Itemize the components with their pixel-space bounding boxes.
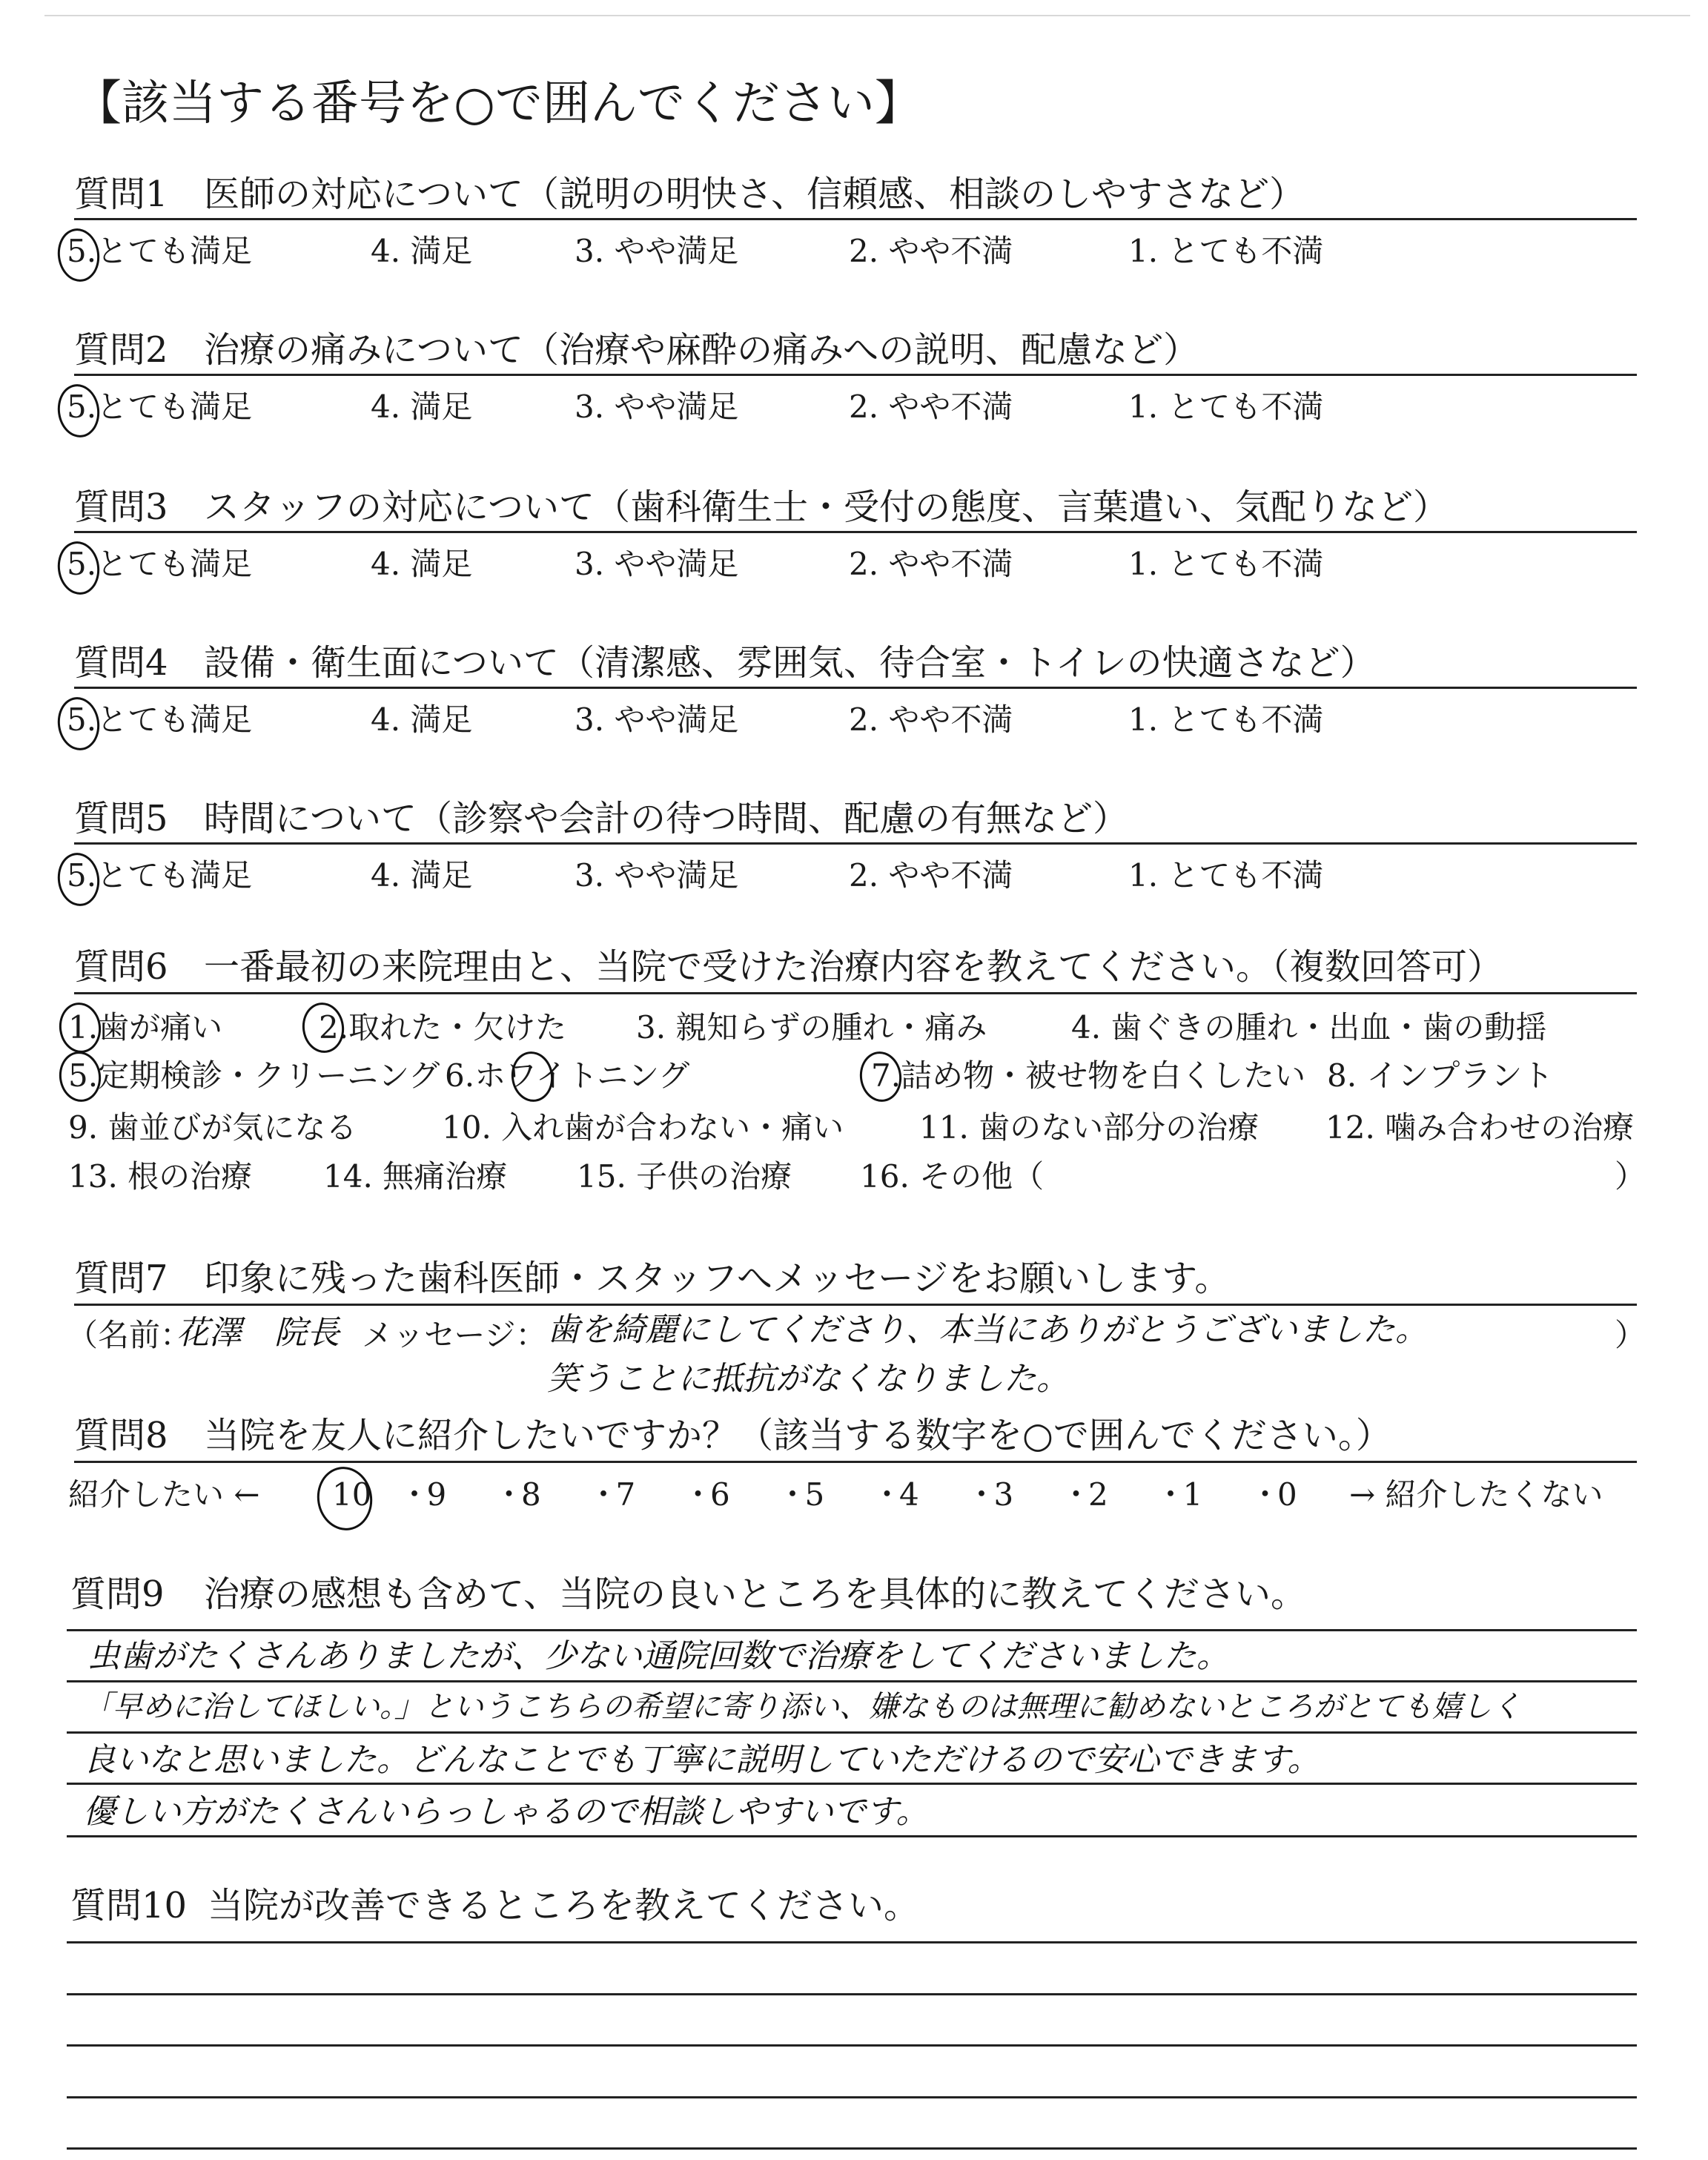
q4-option-5: 5.とても満足	[67, 701, 253, 738]
q8-scale-8: 8	[521, 1476, 541, 1513]
q6-option-9: 9. 歯並びが気になる	[68, 1109, 357, 1146]
q3-rule	[74, 531, 1637, 533]
q5-text: 時間について（診察や会計の待つ時間、配慮の有無など）	[204, 798, 1129, 839]
q9-answer-line-1: 虫歯がたくさんありましたが、少ない通院回数で治療をしてくださいました。	[87, 1637, 1229, 1675]
q8-scale-5: 5	[804, 1476, 825, 1513]
q8-scale-separator: ・	[777, 1476, 809, 1513]
q10-label: 質問10	[70, 1885, 188, 1926]
q4-text: 設備・衛生面について（清潔感、雰囲気、待合室・トイレの快適さなど）	[204, 642, 1376, 684]
q1-rule	[74, 218, 1637, 220]
q6-option-7: 7.詰め物・被せ物を白くしたい	[871, 1057, 1306, 1094]
q6-option-12: 12. 噛み合わせの治療	[1325, 1109, 1635, 1146]
q2-option-4: 4. 満足	[371, 389, 473, 425]
q6-option-13: 13. 根の治療	[68, 1158, 253, 1195]
q4-option-3: 3. やや満足	[575, 701, 739, 738]
q1-option-2: 2. やや不満	[849, 233, 1013, 269]
q8-scale-separator: ・	[682, 1476, 714, 1513]
q4-label: 質問4	[74, 642, 168, 684]
q8-scale-separator: ・	[588, 1476, 620, 1513]
q6-option-1: 1.歯が痛い	[68, 1009, 223, 1046]
q2-option-3: 3. やや満足	[575, 389, 739, 425]
q4-option-1: 1. とても不満	[1128, 701, 1324, 738]
q9-rule-2	[67, 1731, 1637, 1734]
q5-option-1: 1. とても不満	[1128, 857, 1324, 894]
q3-option-3: 3. やや満足	[575, 546, 739, 582]
q9-text: 治療の感想も含めて、当院の良いところを具体的に教えてください。	[204, 1573, 1307, 1615]
q5-label: 質問5	[74, 798, 168, 839]
q6-option-6: 6.ホワイトニング	[445, 1057, 690, 1094]
q5-option-2: 2. やや不満	[849, 857, 1013, 894]
q8-scale-2: 2	[1088, 1476, 1108, 1513]
q8-scale-separator: ・	[871, 1476, 903, 1513]
q8-scale-7: 7	[615, 1476, 636, 1513]
q8-rule	[74, 1461, 1637, 1463]
q7-label: 質問7	[74, 1258, 168, 1299]
q8-scale-3: 3	[993, 1476, 1014, 1513]
q7-name-prefix: （名前：	[67, 1317, 192, 1353]
q1-option-4: 4. 満足	[371, 233, 473, 269]
q7-name-handwritten: 花澤 院長	[176, 1314, 340, 1352]
q2-rule	[74, 374, 1637, 376]
q10-rule-1	[67, 1993, 1637, 1995]
q8-scale-separator: ・	[1155, 1476, 1187, 1513]
q8-scale-separator: ・	[1060, 1476, 1092, 1513]
q1-option-1: 1. とても不満	[1128, 233, 1324, 269]
q6-circle-mark-2	[299, 1000, 348, 1055]
q7-message-line1: 歯を綺麗にしてくださり、本当にありがとうございました。	[547, 1311, 1428, 1349]
q3-text: スタッフの対応について（歯科衛生士・受付の態度、言葉遣い、気配りなど）	[204, 486, 1449, 528]
q3-label: 質問3	[74, 486, 168, 528]
q8-circle-mark	[312, 1462, 377, 1535]
q9-rule-0	[67, 1629, 1637, 1631]
q8-scale-1: 1	[1182, 1476, 1203, 1513]
q6-option-5: 5.定期検診・クリーニング	[68, 1057, 440, 1094]
q1-option-5: 5.とても満足	[67, 233, 253, 269]
q2-text: 治療の痛みについて（治療や麻酔の痛みへの説明、配慮など）	[204, 329, 1199, 371]
q8-scale-separator: ・	[1249, 1476, 1281, 1513]
q7-message-line2: 笑うことに抵抗がなくなりました。	[547, 1360, 1069, 1398]
q5-option-4: 4. 満足	[371, 857, 473, 894]
q8-scale-6: 6	[710, 1476, 730, 1513]
q10-text: 当院が改善できるところを教えてください。	[208, 1885, 920, 1926]
q5-option-5: 5.とても満足	[67, 857, 253, 894]
q5-rule	[74, 842, 1637, 845]
q4-option-2: 2. やや不満	[849, 701, 1013, 738]
q8-scale-0: 0	[1277, 1476, 1297, 1513]
q8-scale-9: 9	[426, 1476, 447, 1513]
q9-answer-line-2: 「早めに治してほしい。」というこちらの希望に寄り添い、嫌なものは無理に勧めないところがとても嬉しく	[83, 1690, 1521, 1724]
q6-option-11: 11. 歯のない部分の治療	[919, 1109, 1260, 1146]
q2-option-1: 1. とても不満	[1128, 389, 1324, 425]
q7-close-paren: ）	[1615, 1317, 1646, 1353]
q10-rule-2	[67, 2044, 1637, 2047]
q2-label: 質問2	[74, 329, 168, 371]
q2-option-5: 5.とても満足	[67, 389, 253, 425]
q8-left-label: 紹介したい ←	[68, 1476, 260, 1513]
q1-option-3: 3. やや満足	[575, 233, 739, 269]
q7-text: 印象に残った歯科医師・スタッフへメッセージをお願いします。	[204, 1258, 1231, 1299]
q6-option-10: 10. 入れ歯が合わない・痛い	[442, 1109, 844, 1146]
q8-text: 当院を友人に紹介したいですか？（該当する数字を○で囲んでください。）	[204, 1415, 1391, 1456]
q3-option-2: 2. やや不満	[849, 546, 1013, 582]
page-title: 【該当する番号を○で囲んでください】	[74, 76, 922, 131]
q6-option-15: 15. 子供の治療	[577, 1158, 792, 1195]
q6-option-8: 8. インプラント	[1327, 1057, 1554, 1094]
q8-scale-4: 4	[899, 1476, 919, 1513]
q6-option-14: 14. 無痛治療	[323, 1158, 508, 1195]
q6-option-3: 3. 親知らずの腫れ・痛み	[636, 1009, 987, 1046]
q6-label: 質問6	[74, 946, 168, 988]
q10-rule-3	[67, 2096, 1637, 2098]
q9-rule-3	[67, 1783, 1637, 1785]
q9-answer-line-3: 良いなと思いました。どんなことでも丁寧に説明していただけるので安心できます。	[83, 1741, 1320, 1779]
q6-option-2: 2.取れた・欠けた	[319, 1009, 567, 1046]
q4-rule	[74, 687, 1637, 689]
q4-option-4: 4. 満足	[371, 701, 473, 738]
q5-option-3: 3. やや満足	[575, 857, 739, 894]
q10-rule-4	[67, 2147, 1637, 2150]
q6-rule	[74, 992, 1637, 994]
page-top-edge	[44, 15, 1690, 16]
q8-label: 質問8	[74, 1415, 168, 1456]
q1-text: 医師の対応について（説明の明快さ、信頼感、相談のしやすさなど）	[204, 174, 1305, 215]
q3-option-4: 4. 満足	[371, 546, 473, 582]
q6-option-16: 16. その他（	[860, 1158, 1045, 1195]
q9-rule-1	[67, 1680, 1637, 1682]
q1-label: 質問1	[74, 174, 168, 215]
q7-message-prefix: メッセージ：	[362, 1317, 547, 1353]
q9-label: 質問9	[70, 1573, 165, 1615]
q10-rule-0	[67, 1941, 1637, 1943]
q3-option-1: 1. とても不満	[1128, 546, 1324, 582]
q8-scale-separator: ・	[399, 1476, 431, 1513]
q8-scale-10: 10	[332, 1476, 372, 1513]
q6-circle-mark-1	[56, 1000, 105, 1055]
q8-right-label: → 紹介したくない	[1349, 1476, 1603, 1513]
q2-option-2: 2. やや不満	[849, 389, 1013, 425]
q6-text: 一番最初の来院理由と、当院で受けた治療内容を教えてください。（複数回答可）	[204, 946, 1503, 988]
q9-answer-line-4: 優しい方がたくさんいらっしゃるので相談しやすいです。	[83, 1793, 929, 1831]
q3-option-5: 5.とても満足	[67, 546, 253, 582]
q7-rule	[74, 1304, 1637, 1306]
q6-close-paren: ）	[1615, 1158, 1646, 1195]
q8-scale-separator: ・	[966, 1476, 998, 1513]
q6-option-4: 4. 歯ぐきの腫れ・出血・歯の動揺	[1071, 1009, 1547, 1046]
q9-rule-4	[67, 1835, 1637, 1837]
q8-scale-separator: ・	[493, 1476, 525, 1513]
